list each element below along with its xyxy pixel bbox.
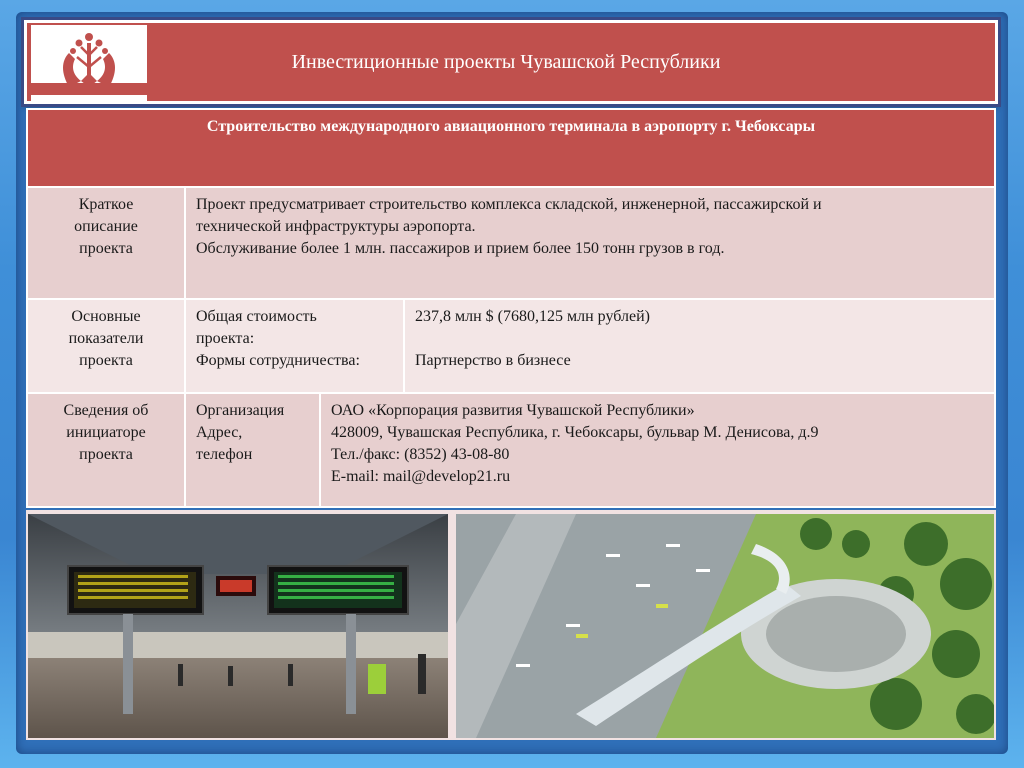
project-title-row [27, 109, 995, 187]
initiator-row [27, 393, 995, 507]
indicators-keys: Общая стоимость проекта: Формы сотрудничества: [185, 299, 404, 393]
header-bar [24, 20, 998, 104]
project-title: Строительство международного авиационного терминала в аэропорту г. Чебоксары [27, 109, 995, 187]
description-text: Проект предусматривает строительство комплекса складской, инженерной, пассажирской и технической инфраструктуры аэропорта. Обслуживание более 1 млн. пассажиров и прием более 150 тонн грузов в год. [185, 187, 995, 299]
initiator-keys: Организация Адрес, телефон [185, 393, 320, 507]
airport-terminal-interior-photo [28, 514, 448, 738]
initiator-values: ОАО «Корпорация развития Чувашской Республики» 428009, Чувашская Республика, г. Чебоксары, бульвар М. Денисова, д.9 Тел./факс: (8352) 43-08-80 E-mail: mail@develop21.ru [320, 393, 995, 507]
initiator-label: Сведения об инициаторе проекта [27, 393, 185, 507]
project-info-table [26, 108, 996, 508]
description-label: Краткое описание проекта [27, 187, 185, 299]
chuvash-emblem-logo [31, 25, 147, 101]
indicators-row [27, 299, 995, 393]
photos-strip [26, 510, 996, 740]
airport-terminal-render-photo [456, 514, 994, 738]
page-title: Инвестиционные проекты Чувашской Республики [291, 50, 721, 73]
description-row [27, 187, 995, 299]
indicators-label: Основные показатели проекта [27, 299, 185, 393]
indicators-values: 237,8 млн $ (7680,125 млн рублей) Партнерство в бизнесе [404, 299, 995, 393]
